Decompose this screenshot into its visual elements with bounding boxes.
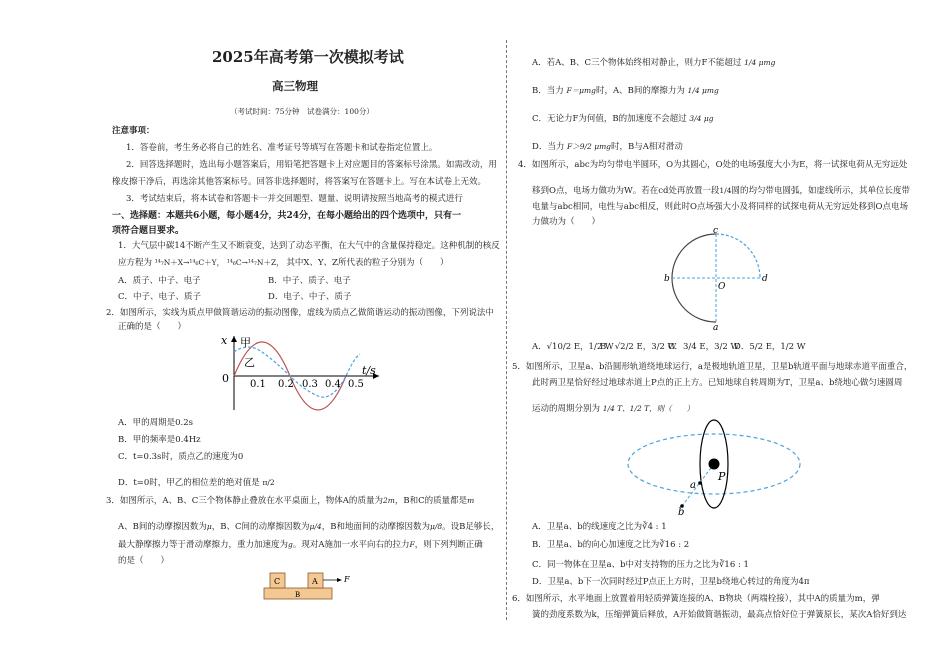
q1-equation-1: ¹⁴₇N＋X→¹⁴₆C＋Y， (154, 258, 225, 267)
q3-l3a: 最大静摩擦力等于滑动摩擦力，重力加速度为 (118, 540, 289, 550)
q2-option-a: A．甲的周期是0.2s (118, 418, 194, 428)
q3-option-d-text-2: 时，B与A相对滑动 (610, 142, 683, 152)
q4-l2a: 移到O点，电场力做功为W。若在cd处再放置一段 (532, 186, 720, 196)
q3-mass-a: 2m (382, 496, 395, 505)
q4-option-a: A．√10/2 E，1/2 W (532, 342, 614, 352)
label-sat-b: b (678, 507, 685, 518)
q3-line1 (106, 496, 474, 506)
q3-option-c-text: C．无论力F为何值，B的加速度不会超过 (532, 114, 687, 124)
section1-line1: 一、选择题：本题共6小题，每小题4分，共24分，在每小题给出的四个选项中，只有一 (112, 211, 462, 221)
x-axis-arrow (231, 336, 237, 342)
q2-option-d (118, 478, 275, 488)
q4-line3: 电量与abc相同，电性与abc相反，则此时O点场强大小及将同样的试探电荷从无穷远处移到O点电场 (532, 202, 908, 212)
q3-g: g (288, 540, 293, 549)
q3-line2 (118, 522, 499, 532)
q1-option-a: A．质子、中子、电子 (118, 276, 201, 286)
q3-line4: 的是（ ） (118, 556, 170, 566)
semicircle-figure (662, 226, 782, 333)
q2-option-d-value: π/2 (262, 478, 275, 487)
q3-line1-text-2: ，B和C的质量都是 (394, 496, 468, 506)
q1-question: 其中X、Y、Z所代表的粒子分别为（ ） (286, 258, 449, 268)
blocks-figure (262, 570, 372, 602)
note-3: 3．考试结束后，将本试卷和答题卡一并交回题型、题量、说明请按照当地高考的模式进行 (126, 194, 463, 204)
q4-line4: 力做功为（ ） (532, 217, 601, 227)
q3-mu: μ (206, 522, 212, 531)
q3-l2b: ，B、C间的动摩擦因数为 (211, 522, 310, 532)
q4-option-b: B．√2/2 E，3/2 W (600, 342, 677, 352)
q3-option-d-text: D．当力 (532, 142, 565, 152)
force-arrowhead (337, 578, 342, 582)
line-to-sat (682, 464, 714, 506)
oscillation-graph (214, 332, 384, 412)
exam-title: 2025年高考第一次模拟考试 (212, 48, 404, 66)
q3-l2d: 。设B足够长， (442, 522, 500, 532)
label-b: b (664, 274, 670, 284)
q5-option-d: D．卫星a、b下一次同时经过P点正上方时，卫星b绕地心转过的角度为4π (532, 577, 810, 587)
x-label: x (221, 334, 228, 347)
q5-option-c: C．同一物体在卫星a、b中对支持物的压力之比为∛16 : 1 (532, 560, 749, 570)
t-label: t/s (362, 364, 376, 377)
exam-info: （考试时间：75分钟 试卷满分：100分） (230, 107, 374, 116)
q3-l3b: 。现对A施加一水平向右的拉力 (292, 540, 410, 550)
label-sat-a: a (690, 480, 696, 491)
q4-option-c: C．3/4 E，3/2 W (668, 342, 740, 352)
q3-option-a-value: 1/4 μmg (744, 58, 776, 67)
q2-option-c: C．t=0.3s时，质点乙的速度为0 (118, 452, 244, 462)
left-column (106, 0, 502, 672)
tick-0-4: 0.4 (325, 379, 341, 390)
q2-option-b: B．甲的频率是0.4Hz (118, 435, 201, 445)
tick-0-1: 0.1 (250, 379, 266, 390)
tick-0-3: 0.3 (302, 379, 318, 390)
q5-line1: 5．如图所示，卫星a、b沿圆形轨道绕地球运行，a是极地轨道卫星，卫星b轨道平面与地球赤道平面重合， (512, 362, 913, 372)
yi-label: 乙 (244, 356, 255, 369)
notes-heading: 注意事项： (112, 126, 155, 136)
tick-0-5: 0.5 (348, 379, 364, 390)
note-1: 1．答卷前，考生务必将自己的姓名、准考证号等填写在答题卡和试卷指定位置上。 (126, 143, 438, 153)
q5-option-b: B．卫星a、b的向心加速度之比为∛16 : 2 (532, 540, 690, 550)
block-b-label: B (295, 591, 301, 599)
note-2a: 2．回答选择题时，选出每小题答案后，用铅笔把答题卡上对应题目的答案标号涂黑。如需改动，用 (126, 160, 497, 170)
q3-option-a-text: A．若A、B、C三个物体始终相对静止，则力F不能超过 (532, 58, 742, 68)
q4-quarter: 1/4 (719, 186, 732, 195)
q1-option-c: C．中子、电子、质子 (118, 292, 202, 302)
q3-mu8: μ/8 (429, 522, 443, 531)
label-a: a (713, 323, 719, 333)
column-divider (506, 40, 507, 620)
q5-periods: 1/4 T、1/2 T，则（ ） (602, 404, 695, 413)
earth (709, 459, 720, 470)
q2-line2: 正确的是（ ） (118, 322, 187, 332)
origin-label: 0 (222, 372, 229, 385)
q1-line2 (118, 258, 448, 268)
q1-option-d: D．电子、中子、质子 (268, 292, 352, 302)
q2-line1: 2．如图所示，实线为质点甲做简谐运动的振动图像，虚线为质点乙做简谐运动的振动图像，下列说法中 (106, 308, 494, 318)
q3-f: F (409, 540, 415, 549)
q3-l2c: ，B和地面间的动摩擦因数为 (321, 522, 430, 532)
q1-line1: 1．大气层中碳14不断产生又不断衰变，达到了动态平衡，在大气中的含量保持稳定。这种机制的核反 (118, 241, 500, 251)
q5-line3 (532, 404, 694, 414)
tick-0-2: 0.2 (278, 379, 294, 390)
arc-cd (716, 234, 760, 278)
force-label: F (344, 575, 350, 584)
q6-line2: 簧的劲度系数为k，压缩弹簧后释放，A开始做简谐振动，最高点恰好位于弹簧原长，某次A恰好到达 (532, 610, 907, 620)
section1-line2: 项符合题目要求。 (112, 226, 185, 236)
q3-l2a: A、B间的动摩擦因数为 (118, 522, 207, 532)
satellite-a (698, 481, 702, 485)
q3-line3 (118, 540, 483, 550)
q4-line2 (532, 186, 910, 196)
block-c-label: C (274, 577, 281, 586)
q5-l3a: 运动的周期分别为 (532, 404, 601, 414)
q3-option-b-text-2: 时，A、B间的摩擦力为 (595, 86, 685, 96)
q5-option-a: A．卫星a、b的线速度之比为∛4 : 1 (532, 522, 667, 532)
q1-option-b: B．中子、质子、电子 (268, 276, 351, 286)
q3-mass-bc: m (467, 496, 475, 505)
q5-line2: 此时两卫星恰好经过地球赤道上P点的正上方。已知地球自转周期为T，卫星a、b绕地心做匀速圆周 (532, 378, 903, 388)
q3-option-b (532, 86, 719, 96)
q3-l3c: ，则下列判断正确 (414, 540, 483, 550)
q3-option-c (532, 114, 714, 124)
q3-option-b-text: B．当力 (532, 86, 564, 96)
q3-mu4: μ/4 (309, 522, 322, 531)
label-c: c (713, 226, 719, 236)
note-2b: 橡皮擦干净后，再选涂其他答案标号。回答非选择题时，将答案写在答题卡上。写在本试卷上无效。 (112, 177, 487, 187)
q6-line1: 6．如图所示，水平地面上放置着用轻质弹簧连接的A、B物块（两端栓接），其中A的质量为m，弹 (512, 594, 880, 604)
right-column (512, 0, 913, 672)
q3-option-a (532, 58, 775, 68)
jia-label: 甲 (240, 336, 251, 349)
exam-subject: 高三物理 (272, 79, 318, 93)
label-p: P (718, 470, 726, 483)
q3-line1-text: 3．如图所示，A、B、C三个物体静止叠放在水平桌面上，物体A的质量为 (106, 496, 383, 506)
q3-option-c-value: 3/4 μg (689, 114, 714, 123)
q3-option-d-value: F＞9/2 μmg (567, 142, 611, 151)
q1-text: 应方程为 (118, 258, 153, 268)
block-a-label: A (312, 577, 318, 586)
orbits-figure (626, 418, 802, 516)
q4-option-d: D．5/2 E，1/2 W (734, 342, 806, 352)
q1-equation-2: ¹⁴₆C→¹⁴₇N＋Z， (226, 258, 284, 267)
q3-option-b-value: F＝μmg (566, 86, 596, 95)
q4-line1: 4．如图所示，abc为均匀带电半圆环，O为其圆心，O处的电场强度大小为E，将一试探电荷从无穷远处 (518, 160, 908, 170)
q3-option-b-value-2: 1/4 μmg (687, 86, 719, 95)
q3-option-d (532, 142, 683, 152)
q2-option-d-text: D．t=0时，甲乙的相位差的绝对值是 (118, 478, 260, 488)
q4-l2b: 圆的均匀带电圆弧，如虚线所示，其单位长度带 (731, 186, 911, 196)
label-o: O (718, 282, 726, 292)
label-d: d (762, 274, 768, 284)
